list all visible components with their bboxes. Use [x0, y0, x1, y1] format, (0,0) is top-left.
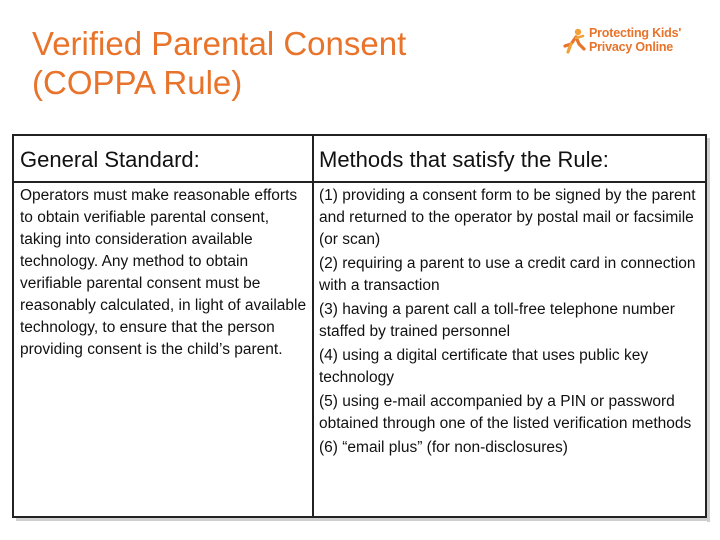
- slide-title-line-1: Verified Parental Consent: [32, 25, 407, 62]
- method-item: (4) using a digital certificate that uses public key technology: [319, 347, 649, 386]
- general-standard-text: Operators must make reasonable efforts to obtain verifiable parental consent, taking into consideration available technology. Any method to obtain verifiable parental consent must be reasonably calculated, in light of available technology, to ensure that the person providing consent is the child’s parent.: [20, 187, 307, 358]
- method-item: (6) “email plus” (for non-disclosures): [319, 439, 568, 456]
- organization-logo: [563, 26, 713, 62]
- table-shadow-bottom: [16, 518, 710, 521]
- table-header-row: [14, 136, 705, 183]
- method-item: (3) having a parent call a toll-free telephone number staffed by trained personnel: [319, 301, 675, 340]
- method-item: (2) requiring a parent to use a credit card in connection with a transaction: [319, 255, 696, 294]
- header-general-standard: General Standard:: [20, 147, 200, 172]
- header-methods: Methods that satisfy the Rule:: [319, 147, 609, 172]
- consent-table: [12, 134, 707, 518]
- table-shadow-right: [707, 138, 710, 522]
- logo-text: [589, 26, 681, 54]
- slide-title-line-2: (COPPA Rule): [32, 64, 243, 101]
- logo-line-1: Protecting Kids': [589, 26, 682, 40]
- running-figure-icon: [563, 28, 587, 58]
- slide-title: [32, 24, 502, 102]
- logo-line-2: Privacy Online: [589, 40, 674, 54]
- method-item: (1) providing a consent form to be signed by the parent and returned to the operator by postal mail or facsimile (or scan): [319, 187, 696, 248]
- column-divider: [312, 136, 314, 516]
- methods-list: [319, 185, 704, 461]
- method-item: (5) using e-mail accompanied by a PIN or password obtained through one of the listed verification methods: [319, 393, 692, 432]
